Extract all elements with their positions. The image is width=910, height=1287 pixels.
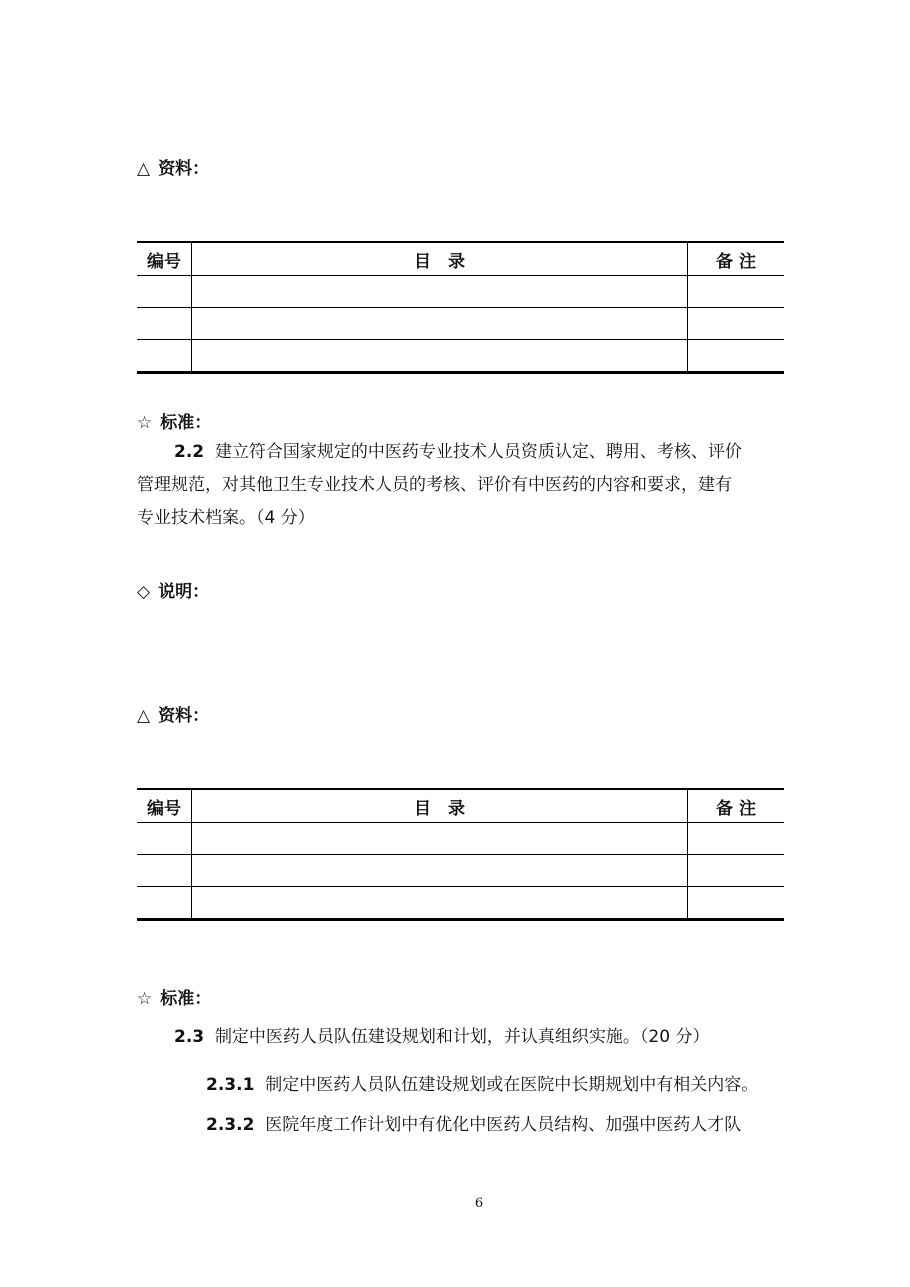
standard-number: 2.2: [174, 442, 205, 462]
standard-number: 2.3.1: [206, 1075, 255, 1095]
table-cell: [192, 340, 688, 373]
table-cell: [137, 340, 192, 373]
materials-table-2: [137, 788, 784, 921]
section-label: 标准：: [160, 413, 212, 433]
table-cell: [192, 276, 688, 308]
standard-text: 制定中医药人员队伍建设规划或在医院中长期规划中有相关内容。: [265, 1075, 759, 1095]
table-cell: [688, 855, 785, 887]
section-heading-explanation: [137, 581, 209, 603]
standard-2-2: [137, 436, 787, 535]
table-cell: [688, 823, 785, 855]
column-header-number: 编号: [137, 789, 192, 823]
table-cell: [192, 823, 688, 855]
standard-2-3-2: [206, 1109, 806, 1142]
standard-line: 管理规范，对其他卫生专业技术人员的考核、评价有中医药的内容和要求，建有: [137, 475, 732, 495]
standard-2-3: [174, 1021, 784, 1054]
table-cell: [688, 308, 785, 340]
column-header-catalog: 目 录: [192, 242, 688, 276]
triangle-icon: △: [137, 159, 151, 179]
table-cell: [137, 823, 192, 855]
triangle-icon: △: [137, 706, 151, 726]
page-number: 6: [474, 1196, 484, 1211]
table-row: [137, 276, 784, 308]
table-row: [137, 308, 784, 340]
column-header-catalog: 目 录: [192, 789, 688, 823]
column-header-remarks: 备 注: [688, 789, 785, 823]
section-heading-materials: [137, 705, 209, 727]
table-cell: [192, 308, 688, 340]
table-cell: [137, 855, 192, 887]
table-cell: [688, 340, 785, 373]
column-header-number: 编号: [137, 242, 192, 276]
diamond-icon: ◇: [137, 582, 151, 602]
table-cell: [137, 887, 192, 920]
table-header-row: [137, 242, 784, 276]
table-row: [137, 340, 784, 373]
section-label: 标准：: [160, 989, 212, 1009]
table-row: [137, 855, 784, 887]
table-cell: [137, 276, 192, 308]
table-cell: [192, 855, 688, 887]
table-row: [137, 823, 784, 855]
table-header-row: [137, 789, 784, 823]
materials-table-1: [137, 241, 784, 374]
star-icon: ☆: [137, 989, 153, 1009]
section-label: 说明：: [158, 582, 210, 602]
section-heading-materials: [137, 158, 209, 180]
standard-line: 专业技术档案。（4 分）: [137, 508, 315, 528]
table-cell: [192, 887, 688, 920]
standard-text: 医院年度工作计划中有优化中医药人员结构、加强中医药人才队: [265, 1115, 742, 1135]
standard-text: 制定中医药人员队伍建设规划和计划，并认真组织实施。（20 分）: [214, 1027, 710, 1047]
table-row: [137, 887, 784, 920]
section-label: 资料：: [158, 706, 210, 726]
standard-line: [137, 436, 787, 469]
section-heading-standard: [137, 988, 211, 1010]
section-heading-standard: [137, 412, 211, 434]
table-cell: [688, 887, 785, 920]
standard-text: 建立符合国家规定的中医药专业技术人员资质认定、聘用、考核、评价: [214, 442, 742, 462]
column-header-remarks: 备 注: [688, 242, 785, 276]
star-icon: ☆: [137, 413, 153, 433]
table-cell: [137, 308, 192, 340]
table-cell: [688, 276, 785, 308]
standard-number: 2.3: [174, 1027, 205, 1047]
standard-2-3-1: [206, 1069, 806, 1102]
standard-number: 2.3.2: [206, 1115, 255, 1135]
section-label: 资料：: [158, 159, 210, 179]
